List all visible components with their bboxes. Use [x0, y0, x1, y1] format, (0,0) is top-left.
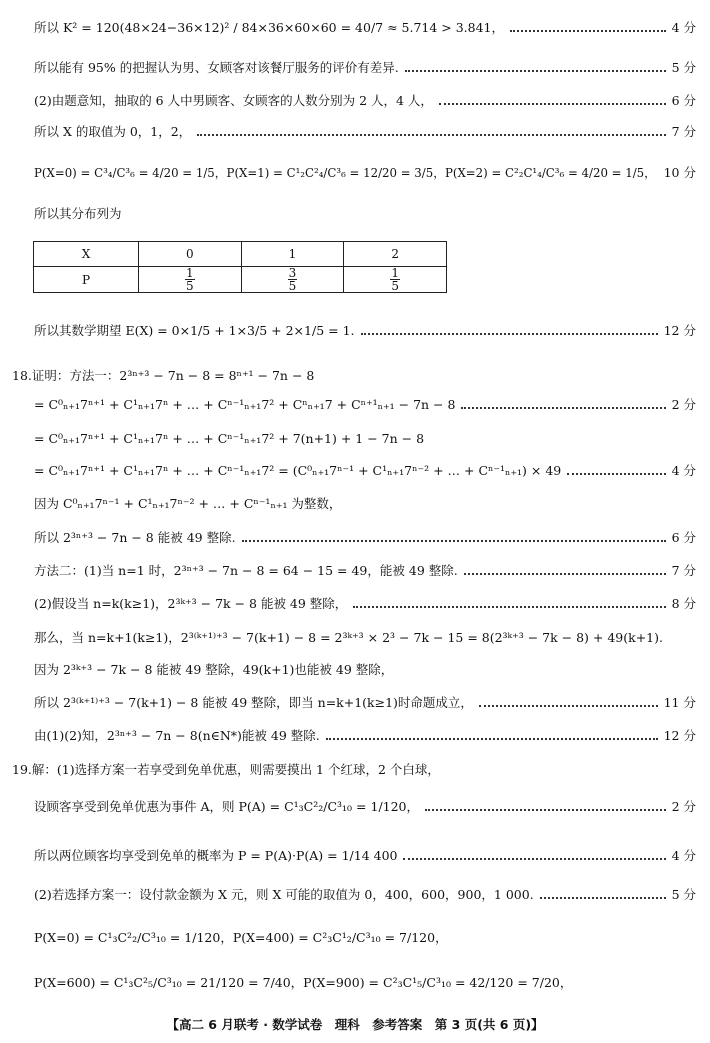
score-label: 4 分: [671, 848, 696, 863]
answer-text: (2)假设当 n=k(k≥1)，2³ᵏ⁺³ − 7k − 8 能被 49 整除，: [34, 596, 348, 611]
answer-text: 因为 C⁰ₙ₊₁7ⁿ⁻¹ + C¹ₙ₊₁7ⁿ⁻² + … + Cⁿ⁻¹ₙ₊₁ 为整数，: [34, 496, 342, 511]
page-footer: 【高二 6 月联考 · 数学试卷 理科 参考答案 第 3 页(共 6 页)】: [166, 1017, 544, 1032]
table-cell: 1: [241, 242, 344, 267]
score-label: 11 分: [663, 695, 696, 710]
leader-dots: [540, 897, 666, 900]
answer-text: P(X=0) = C³₄/C³₆ = 4/20 = 1/5，P(X=1) = C¹₂C²₄/C³₆ = 12/20 = 3/5，P(X=2) = C²₂C¹₄/C³₆ = 4/20 = 1/5，: [34, 166, 656, 180]
score-label: 10 分: [663, 165, 696, 180]
answer-line: [0, 561, 710, 581]
answer-text: 所以 X 的取值为 0，1，2，: [34, 124, 192, 139]
answer-line: [0, 58, 710, 78]
answer-text: = C⁰ₙ₊₁7ⁿ⁺¹ + C¹ₙ₊₁7ⁿ + … + Cⁿ⁻¹ₙ₊₁7² + 7(n+1) + 1 − 7n − 8: [34, 431, 425, 446]
answer-line: [0, 928, 710, 948]
answer-line: [0, 204, 710, 224]
score-label: 12 分: [663, 728, 696, 743]
leader-dots: [403, 858, 666, 861]
answer-text: 所以 2³ⁿ⁺³ − 7n − 8 能被 49 整除.: [34, 530, 236, 545]
leader-dots: [439, 103, 666, 106]
answer-text: 所以 K² = 120(48×24−36×12)² / 84×36×60×60 = 40/7 ≈ 5.714 > 3.841，: [34, 20, 505, 35]
answer-text: P(X=600) = C¹₃C²₅/C³₁₀ = 21/120 = 7/40，P(X=900) = C²₃C¹₅/C³₁₀ = 42/120 = 7/20，: [34, 975, 573, 990]
answer-text: (2)若选择方案一：设付款金额为 X 元，则 X 可能的取值为 0，400，600，900，1 000.: [34, 887, 534, 902]
answer-text: 所以其分布列为: [34, 206, 122, 221]
answer-line: [0, 726, 710, 746]
leader-dots: [567, 473, 666, 476]
score-label: 7 分: [671, 124, 696, 139]
answer-text: 因为 2³ᵏ⁺³ − 7k − 8 能被 49 整除，49(k+1)也能被 49 整除，: [34, 662, 394, 677]
leader-dots: [510, 30, 666, 33]
answer-line: [0, 660, 710, 680]
answer-text: 方法二：(1)当 n=1 时，2³ⁿ⁺³ − 7n − 8 = 64 − 15 = 49，能被 49 整除.: [34, 563, 458, 578]
answer-text: 18.证明：方法一：2³ⁿ⁺³ − 7n − 8 = 8ⁿ⁺¹ − 7n − 8: [12, 368, 315, 383]
answer-line: [0, 973, 710, 993]
table-row: [34, 267, 447, 293]
answer-line: [0, 321, 710, 341]
answer-text: 19.解：(1)选择方案一若享受到免单优惠，则需要摸出 1 个红球，2 个白球，: [12, 762, 440, 777]
answer-line: [0, 122, 710, 142]
answer-line: [0, 429, 710, 449]
leader-dots: [405, 70, 666, 73]
score-label: 4 分: [671, 463, 696, 478]
fraction: $\frac{1}{5}$: [186, 266, 194, 293]
leader-dots: [326, 738, 658, 741]
answer-text: = C⁰ₙ₊₁7ⁿ⁺¹ + C¹ₙ₊₁7ⁿ + … + Cⁿ⁻¹ₙ₊₁7² + Cⁿₙ₊₁7 + Cⁿ⁺¹ₙ₊₁ − 7n − 8: [34, 397, 456, 412]
answer-text: 所以两位顾客均享受到免单的概率为 P = P(A)·P(A) = 1/14 400: [34, 848, 398, 863]
score-label: 2 分: [671, 799, 696, 814]
score-label: 12 分: [663, 323, 696, 338]
fraction: $\frac{1}{5}$: [391, 266, 399, 293]
answer-text: 所以其数学期望 E(X) = 0×1/5 + 1×3/5 + 2×1/5 = 1.: [34, 323, 355, 338]
table-cell: 0: [139, 242, 242, 267]
answer-line: [0, 461, 710, 481]
answer-line: [0, 693, 710, 713]
leader-dots: [479, 705, 658, 708]
answer-text: P(X=0) = C¹₃C²₂/C³₁₀ = 1/120，P(X=400) = C²₃C¹₂/C³₁₀ = 7/120，: [34, 930, 448, 945]
table-header-row: [34, 242, 447, 267]
table-row-label: P: [34, 267, 139, 293]
leader-dots: [425, 809, 666, 812]
table-cell: [344, 267, 447, 293]
answer-line: [0, 594, 710, 614]
answer-text: 所以能有 95% 的把握认为男、女顾客对该餐厅服务的评价有差异.: [34, 60, 399, 75]
score-label: 7 分: [671, 563, 696, 578]
leader-dots: [464, 573, 666, 576]
table-cell: [241, 267, 344, 293]
table-cell: X: [34, 242, 139, 267]
answer-line: [0, 528, 710, 548]
answer-line: [0, 797, 710, 817]
answer-line: [0, 885, 710, 905]
table-cell: 2: [344, 242, 447, 267]
leader-dots: [461, 407, 666, 410]
score-label: 4 分: [671, 20, 696, 35]
score-label: 6 分: [671, 93, 696, 108]
answer-text: 设顾客享受到免单优惠为事件 A，则 P(A) = C¹₃C²₂/C³₁₀ = 1/120，: [34, 799, 420, 814]
score-label: 5 分: [671, 887, 696, 902]
answer-line: [0, 18, 710, 38]
answer-line: [0, 91, 710, 111]
score-label: 2 分: [671, 397, 696, 412]
answer-line: [0, 366, 710, 386]
answer-text: = C⁰ₙ₊₁7ⁿ⁺¹ + C¹ₙ₊₁7ⁿ + … + Cⁿ⁻¹ₙ₊₁7² = (C⁰ₙ₊₁7ⁿ⁻¹ + C¹ₙ₊₁7ⁿ⁻² + … + Cⁿ⁻¹ₙ₊₁) × 49: [34, 463, 562, 478]
answer-line: [0, 846, 710, 866]
answer-text: (2)由题意知，抽取的 6 人中男顾客、女顾客的人数分别为 2 人，4 人，: [34, 93, 433, 108]
answer-line: [0, 760, 710, 780]
answer-line: [0, 628, 710, 648]
distribution-table: [33, 241, 447, 293]
leader-dots: [361, 333, 658, 336]
leader-dots: [353, 606, 666, 609]
score-label: 6 分: [671, 530, 696, 545]
score-label: 5 分: [671, 60, 696, 75]
answer-line: [0, 494, 710, 514]
answer-text: 由(1)(2)知，2³ⁿ⁺³ − 7n − 8(n∈N*)能被 49 整除.: [34, 728, 320, 743]
table-cell: [139, 267, 242, 293]
answer-text: 那么，当 n=k+1(k≥1)，2³⁽ᵏ⁺¹⁾⁺³ − 7(k+1) − 8 = 2³ᵏ⁺³ × 2³ − 7k − 15 = 8(2³ᵏ⁺³ − 7k − 8) + 49(k+1).: [34, 630, 663, 645]
answer-line: [0, 395, 710, 415]
answer-text: 所以 2³⁽ᵏ⁺¹⁾⁺³ − 7(k+1) − 8 能被 49 整除，即当 n=k+1(k≥1)时命题成立，: [34, 695, 473, 710]
leader-dots: [197, 134, 666, 137]
score-label: 8 分: [671, 596, 696, 611]
answer-line: [0, 163, 710, 183]
fraction: $\frac{3}{5}$: [288, 266, 297, 293]
leader-dots: [242, 540, 666, 543]
